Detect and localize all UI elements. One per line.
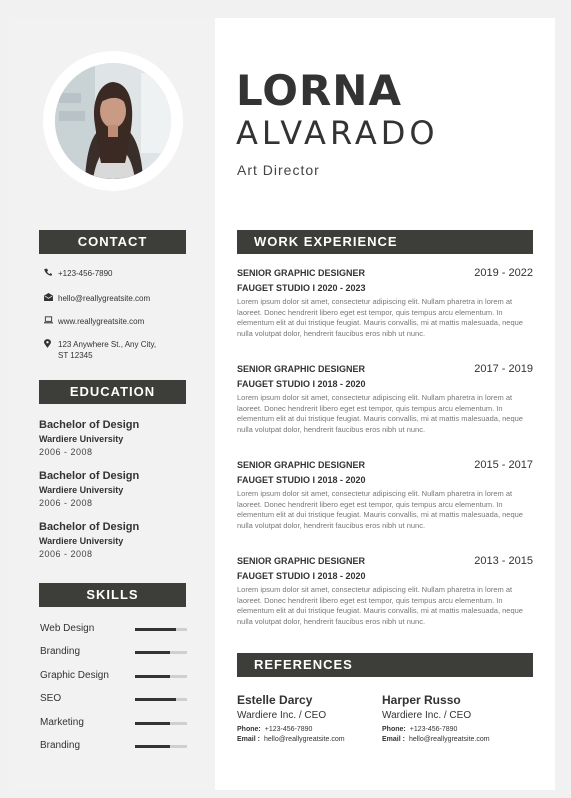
- laptop-icon: [44, 316, 58, 326]
- skill-bar: [135, 745, 187, 748]
- skill-name: SEO: [40, 693, 62, 704]
- skill-name: Branding: [40, 646, 81, 657]
- contact-email: [44, 293, 150, 304]
- skill-bar: [135, 651, 187, 654]
- reference-email: [382, 736, 522, 743]
- job-dates: 2013 - 2015: [474, 555, 533, 567]
- reference-company: Wardiere Inc. / CEO: [237, 710, 327, 721]
- skill-bar: [135, 698, 187, 701]
- profile-photo-frame: [43, 51, 183, 191]
- skill-name: Marketing: [40, 717, 84, 728]
- reference-company: Wardiere Inc. / CEO: [382, 710, 472, 721]
- reference-name: Harper Russo: [382, 693, 461, 707]
- reference-phone: [382, 726, 522, 733]
- degree: Bachelor of Design: [39, 521, 140, 533]
- skill-bar-fill: [135, 675, 170, 678]
- email-icon: [44, 293, 58, 303]
- contact-phone: [44, 268, 113, 279]
- reference-name: Estelle Darcy: [237, 693, 313, 707]
- phone-icon: [44, 268, 58, 278]
- email-value: hello@reallygreatsite.com: [408, 736, 490, 743]
- email-value: hello@reallygreatsite.com: [263, 736, 345, 743]
- email-text: hello@reallygreatsite.com: [58, 294, 151, 303]
- job-dates: 2015 - 2017: [474, 459, 533, 471]
- job-title: Art Director: [237, 162, 320, 178]
- education-item: [39, 521, 139, 559]
- reference-entry: [237, 693, 377, 743]
- reference-email: [237, 736, 377, 743]
- profile-photo: [55, 63, 171, 179]
- first-name: LORNA: [236, 66, 402, 115]
- job-role: SENIOR GRAPHIC DESIGNER: [237, 460, 366, 470]
- phone-label: Phone:: [237, 726, 261, 733]
- contact-header: CONTACT: [39, 230, 186, 254]
- skill-bar: [135, 722, 187, 725]
- years: 2006 - 2008: [39, 498, 93, 508]
- address-line-1: 123 Anywhere St., Any City,: [58, 340, 157, 349]
- skill-item: [40, 646, 187, 658]
- job-dates: 2017 - 2019: [474, 363, 533, 375]
- contact-website: [44, 316, 144, 327]
- school: Wardiere University: [39, 434, 124, 444]
- job-role: SENIOR GRAPHIC DESIGNER: [237, 268, 366, 278]
- skill-bar-fill: [135, 722, 170, 725]
- job-company: FAUGET STUDIO I 2020 - 2023: [237, 283, 366, 293]
- skill-bar-fill: [135, 628, 176, 631]
- job-description: Lorem ipsum dolor sit amet, consectetur adipiscing elit. Nullam pharetra in lorem at laoreet. Donec hendrerit libero eget est tempor, quis tempus arcu elementum. In elementum elit at dui tristique feugiat. Mauris convallis, mi at mattis malesuada, neque nulla volutpat dolor, hendrerit faucibus eros nibh ut nunc.: [237, 489, 523, 530]
- skills-header: SKILLS: [39, 583, 186, 607]
- job-description: Lorem ipsum dolor sit amet, consectetur adipiscing elit. Nullam pharetra in lorem at laoreet. Donec hendrerit libero eget est tempor, quis tempus arcu elementum. In elementum elit at dui tristique feugiat. Mauris convallis, mi at mattis malesuada, neque nulla volutpat dolor, hendrerit faucibus eros nibh ut nunc.: [237, 585, 523, 626]
- skill-item: [40, 740, 187, 752]
- skill-item: [40, 717, 187, 729]
- skill-bar-fill: [135, 651, 170, 654]
- skill-name: Web Design: [40, 623, 95, 634]
- job-company: FAUGET STUDIO I 2018 - 2020: [237, 571, 366, 581]
- job-company: FAUGET STUDIO I 2018 - 2020: [237, 379, 366, 389]
- job-entry: [237, 556, 533, 627]
- email-label: Email :: [237, 736, 260, 743]
- job-entry: [237, 460, 533, 531]
- resume-page: [9, 18, 555, 790]
- email-label: Email :: [382, 736, 405, 743]
- school: Wardiere University: [39, 536, 124, 546]
- sidebar: [9, 18, 215, 790]
- skill-item: [40, 693, 187, 705]
- job-role: SENIOR GRAPHIC DESIGNER: [237, 364, 366, 374]
- location-pin-icon: [44, 339, 58, 350]
- education-header: EDUCATION: [39, 380, 186, 404]
- phone-value: +123-456-7890: [264, 726, 313, 733]
- job-company: FAUGET STUDIO I 2018 - 2020: [237, 475, 366, 485]
- reference-entry: [382, 693, 522, 743]
- job-entry: [237, 364, 533, 435]
- education-item: [39, 470, 139, 508]
- degree: Bachelor of Design: [39, 470, 140, 482]
- skill-bar-fill: [135, 698, 176, 701]
- work-experience-header: WORK EXPERIENCE: [237, 230, 533, 254]
- contact-address: [44, 339, 156, 361]
- skill-name: Graphic Design: [40, 670, 109, 681]
- skill-item: [40, 670, 187, 682]
- skill-name: Branding: [40, 740, 81, 751]
- years: 2006 - 2008: [39, 549, 93, 559]
- skill-item: [40, 623, 187, 635]
- degree: Bachelor of Design: [39, 419, 140, 431]
- address-line-2: ST 12345: [58, 351, 93, 360]
- last-name: ALVARADO: [236, 114, 439, 152]
- phone-label: Phone:: [382, 726, 406, 733]
- job-entry: [237, 268, 533, 339]
- skill-bar: [135, 628, 187, 631]
- phone-text: +123-456-7890: [58, 269, 113, 278]
- job-dates: 2019 - 2022: [474, 267, 533, 279]
- website-text: www.reallygreatsite.com: [58, 317, 145, 326]
- job-description: Lorem ipsum dolor sit amet, consectetur adipiscing elit. Nullam pharetra in lorem at laoreet. Donec hendrerit libero eget est tempor, quis tempus arcu elementum. In elementum elit at dui tristique feugiat. Mauris convallis, mi at mattis malesuada, neque nulla volutpat dolor, hendrerit faucibus eros nibh ut nunc.: [237, 297, 523, 338]
- reference-phone: [237, 726, 377, 733]
- education-item: [39, 419, 139, 457]
- job-role: SENIOR GRAPHIC DESIGNER: [237, 556, 366, 566]
- phone-value: +123-456-7890: [409, 726, 458, 733]
- years: 2006 - 2008: [39, 447, 93, 457]
- references-header: REFERENCES: [237, 653, 533, 677]
- skill-bar: [135, 675, 187, 678]
- skill-bar-fill: [135, 745, 170, 748]
- school: Wardiere University: [39, 485, 124, 495]
- job-description: Lorem ipsum dolor sit amet, consectetur adipiscing elit. Nullam pharetra in lorem at laoreet. Donec hendrerit libero eget est tempor, quis tempus arcu elementum. In elementum elit at dui tristique feugiat. Mauris convallis, mi at mattis malesuada, neque nulla volutpat dolor, hendrerit faucibus eros nibh ut nunc.: [237, 393, 523, 434]
